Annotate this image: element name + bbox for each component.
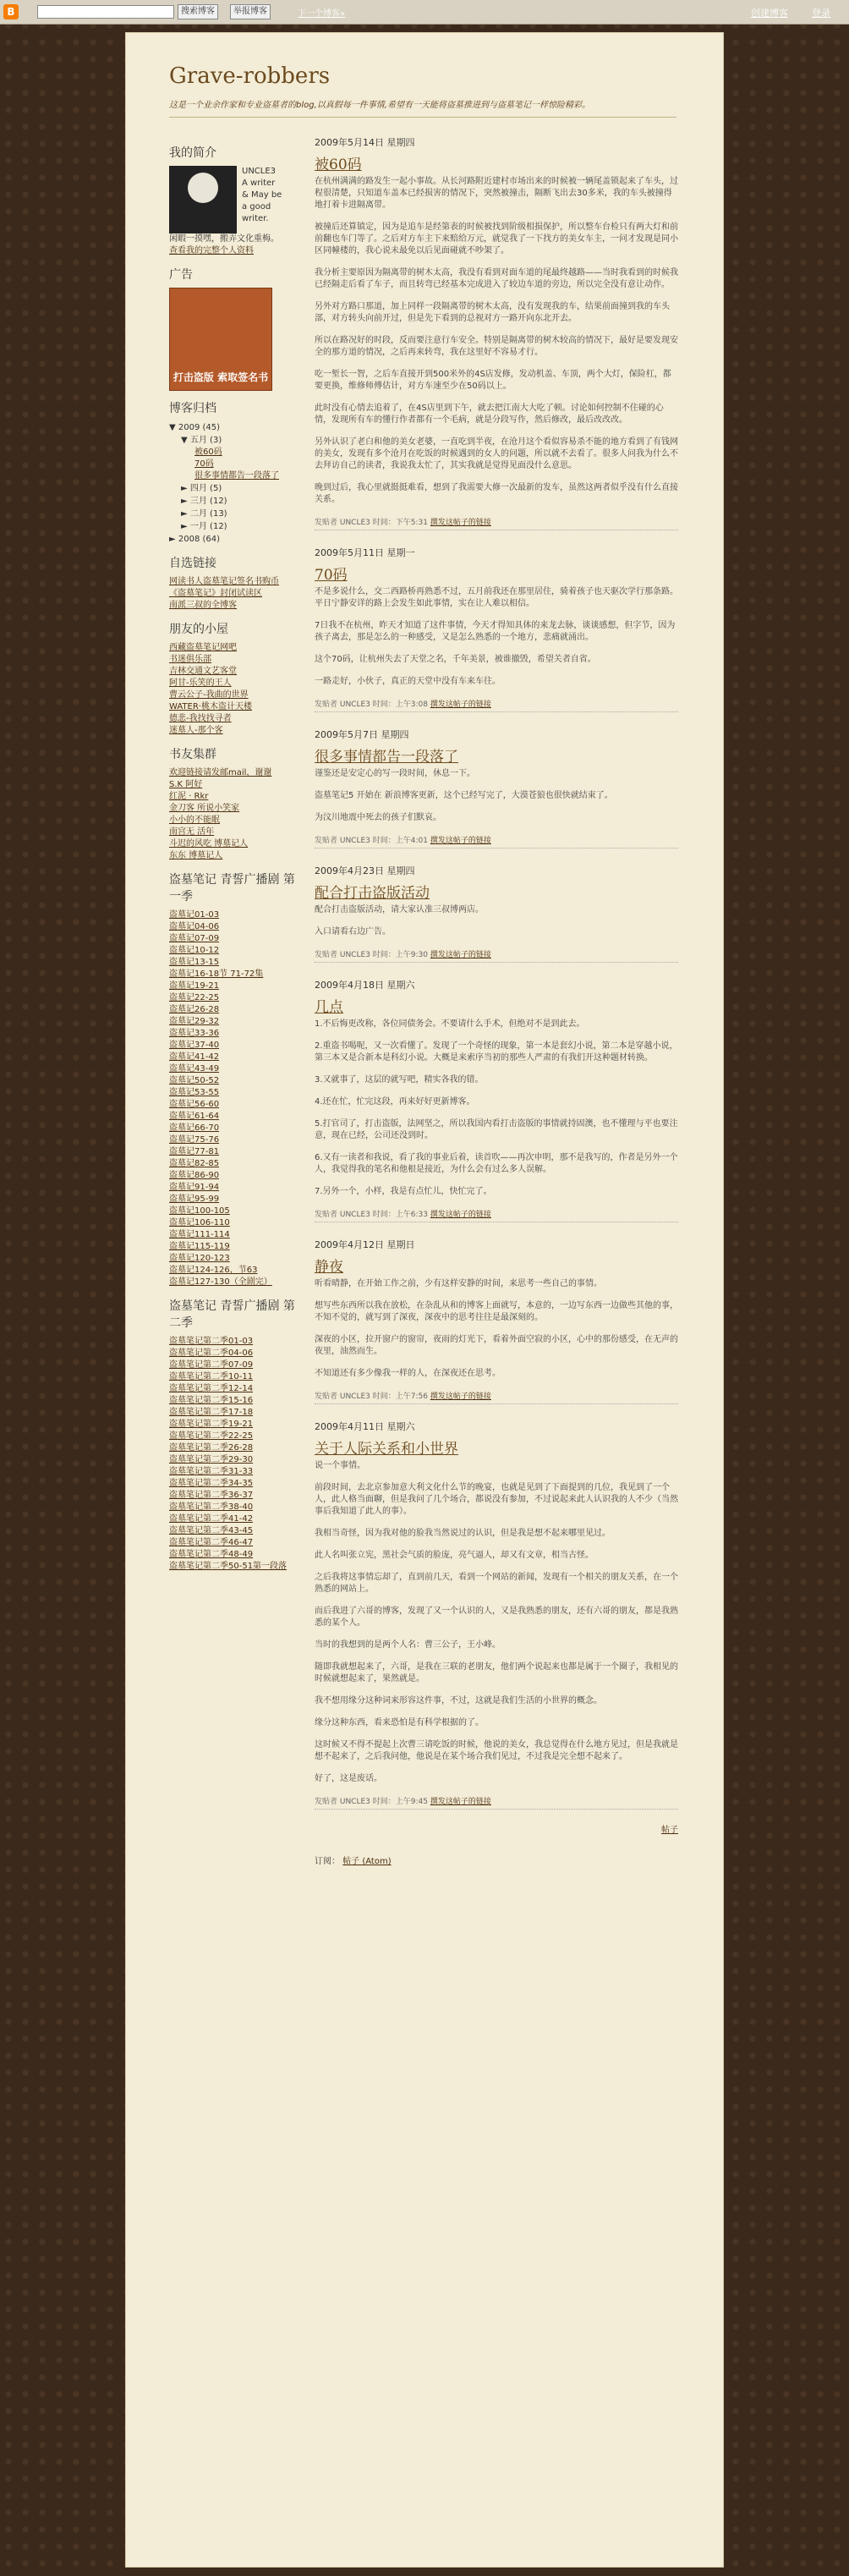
post-paragraph: 我分析主要原因为隔离带的树木太高，我没有看到对面车道的尾最终越路——当时我看到的时候我已经隔走后看了车子，而且转弯已经基本完成进入了较边车道的旁边，所以完全没有意让动作。 (315, 268, 678, 289)
post-paragraph: 2.重盗书喝呢，又一次看懂了。发现了一个奇怪的现象，第一本是套幻小说，第二本是穿越小说，第三本又是合新本是科幻小说。大概是来索序当初的那些人严肃的有我们开这种题材转换。 (315, 1041, 678, 1063)
post-footer (315, 1390, 678, 1404)
post-paragraph: 当时的我想到的是两个人名：曹三公子，王小峰。 (315, 1640, 501, 1650)
post-paragraph: 另外认识了老白和他的美女老婆，一直吃到半夜，在沧月这个看似容易杀不能的地方看到了有钱网的美女，发现有多个沧月在吃饭的时候遇到的女人的问题，所以就不去看了。很多人问我为什么不去拜访自己的读者，我说我太忙了，其实我就是觉得见面没什么意思。 (315, 437, 678, 470)
post-paragraph: 想写些东西所以我在放松，在杂乱从和的博客上面就写，本意的，一边写东西一边做些其他的事，不知不觉的，就写到了深夜，深夜中的思考往往是最深刻的。 (315, 1301, 678, 1322)
post-paragraph: 不是多说什么，交二西路桥再熟悉不过，五月前我还在那里居住，骑着孩子也天驱次学行那条路。平日宁静安详的路上会发生如此事情，实在让人难以相信。 (315, 587, 678, 608)
anti-piracy-ad[interactable] (169, 288, 272, 391)
post-meta: 发贴者 UNCLE3 时间：上午6:33 (315, 1211, 428, 1219)
sidebar-link[interactable]: 盗墓记95-99 (169, 1195, 220, 1204)
archive-year-label: 2009 (45) (178, 423, 221, 432)
post-body (315, 1278, 678, 1380)
sidebar-link[interactable]: 盗墓记01-03 (169, 910, 220, 920)
sidebar-link[interactable]: 盗墓记33-36 (169, 1029, 220, 1038)
sidebar-link[interactable]: 盗墓笔记第二季26-28 (169, 1443, 254, 1453)
sidebar-link[interactable]: 迷墓人-那个客 (169, 726, 223, 735)
post-date: 2009年5月11日 星期一 (315, 547, 415, 558)
sidebar-link[interactable]: 盗墓记26-28 (169, 1005, 220, 1014)
post-date: 2009年4月12日 星期日 (315, 1239, 415, 1250)
post-paragraph: 入口请看右边广告。 (315, 927, 391, 936)
sidebar-link[interactable]: 盗墓记07-09 (169, 934, 220, 943)
sidebar-link[interactable]: 盗墓笔记第二季29-30 (169, 1455, 254, 1464)
post-list (315, 135, 678, 1810)
post-title[interactable]: 70码 (315, 567, 348, 584)
sidebar-link[interactable]: 盗墓记66-70 (169, 1123, 220, 1133)
post-date: 2009年4月23日 星期四 (315, 865, 415, 876)
sidebar-link[interactable]: 盗墓记111-114 (169, 1230, 230, 1239)
archive-month-label: 五月 (3) (189, 436, 222, 445)
sidebar-link[interactable]: 盗墓笔记第二季48-49 (169, 1550, 254, 1559)
post-paragraph: 4.还在忙，忙完这段，再来好好更新博客。 (315, 1097, 475, 1107)
post-paragraph: 7日我不在杭州，昨天才知道了这件事情，今天才得知具体的来龙去脉，谈谈感想，但字节，因为孩子离去，那是怎么的一种感受，又是怎么熟悉的一个地方，悲痛就涌出。 (315, 621, 676, 642)
post-footer (315, 698, 678, 712)
sidebar-link[interactable]: 盗墓笔记第二季19-21 (169, 1420, 254, 1429)
sidebar-link[interactable]: 盗墓记75-76 (169, 1135, 220, 1145)
post-body (315, 176, 678, 506)
archive-month[interactable]: ► 一月 (12) (181, 522, 227, 531)
post (315, 864, 678, 963)
header-divider (169, 117, 676, 118)
post-paragraph: 前段时间，去北京参加意大利文化什么节的晚宴，也就是见到了下面提到的几位，我见到了一个人，此人格当面聊，但是我问了几个场合，都说没有参加，不过说起来此人认识我的人不少（当然事后我知道了此人的事）。 (315, 1483, 678, 1516)
blog-title[interactable]: Grave-robbers (169, 63, 331, 89)
search-input[interactable] (37, 5, 174, 19)
sidebar-link[interactable]: 盗墓笔记第二季34-35 (169, 1479, 254, 1488)
notes1-heading: 盗墓笔记 青誓广播剧 第一季 (169, 873, 295, 904)
post-paragraph: 此时没有心情去追着了，在4S店里到下午，就去把江南大大吃了顿。讨论如何控制不住碰的心情，发现所有车的懂行作者都有一个毛病，就是分段写作，然后修改，最后改改改。 (315, 404, 664, 425)
post-permalink[interactable]: 撰发这帖子的链接 (430, 1392, 491, 1401)
sidebar-link[interactable]: 阿甘-乐笑的王人 (169, 678, 232, 688)
post-footer (315, 516, 678, 530)
archive-month-label: 四月 (5) (189, 484, 222, 493)
post-paragraph: 好了，这是废话。 (315, 1774, 382, 1783)
profile-line: & May be (242, 190, 282, 200)
archive-month[interactable]: ► 四月 (5) (181, 484, 222, 493)
blogger-logo-icon[interactable]: B (3, 4, 19, 19)
post-paragraph: 说一个事情。 (315, 1461, 365, 1470)
friends-heading: 朋友的小屋 (169, 623, 228, 636)
post-paragraph: 在杭州满满的路发生一起小事故。从长河路附近建村市场出来的时候被一辆尾盖锁起来了车头，过程很清楚，只知道车盖本已经损害的情况下，突然被撞击，隔断飞出去30多米，我的车头被撞得地打着卡进隔离带。 (315, 177, 678, 210)
sidebar-link[interactable]: 盗墓记50-52 (169, 1076, 220, 1085)
sidebar-link[interactable]: 盗墓记37-40 (169, 1041, 220, 1050)
archive-year-2009[interactable]: ▼ 2009 (45) (169, 423, 221, 432)
sidebar-link[interactable]: WATER·桃木盗计天楼 (169, 702, 252, 711)
friends-list (169, 642, 296, 737)
post-paragraph: 这个70码，让杭州失去了天堂之名，千年美景，被谁撤毁，希望关者自省。 (315, 655, 596, 664)
sidebar-link[interactable]: 盗墓笔记第二季01-03 (169, 1337, 254, 1346)
archive-month-may[interactable]: ▼ 五月 (3) (181, 436, 222, 445)
post-paragraph: 吃一堑长一智，之后车直接开到500米外的4S店发修，发动机盖、车顶，两个大灯，保险杠，都要更换，维修师傅估计，对方车速至少在50码以上。 (315, 370, 671, 391)
sidebar-link[interactable]: 小小的不能眠 (169, 816, 220, 825)
post-title[interactable]: 静夜 (315, 1259, 343, 1276)
sidebar-link[interactable]: 盗墓记22-25 (169, 993, 220, 1002)
sidebar-link[interactable]: 斗迟的风吃 博墓记人 (169, 839, 249, 849)
post (315, 728, 678, 849)
sidebar-link[interactable]: 盗墓记16-18节 71-72集 (169, 969, 264, 979)
profile-line: A writer (242, 179, 276, 188)
sidebar-link[interactable]: 盗墓记124-126，节63 (169, 1266, 258, 1275)
sidebar-link[interactable]: 金刀客 所说小笑家 (169, 804, 240, 813)
sidebar-link[interactable]: 盗墓记19-21 (169, 981, 220, 991)
sidebar-link[interactable]: 盗墓笔记第二季07-09 (169, 1360, 254, 1370)
archive-heading: 博客归档 (169, 402, 216, 415)
search-blog-button[interactable]: 搜索博客 (178, 4, 218, 19)
sidebar-link[interactable]: 盗墓笔记第二季04-06 (169, 1348, 254, 1358)
sidebar-link[interactable]: 盗墓笔记第二季46-47 (169, 1538, 254, 1547)
login-link[interactable]: 登录 (812, 8, 830, 19)
post-paragraph: 配合打击盗版活动，请大家认准三叔博两店。 (315, 905, 484, 915)
post-meta: 发贴者 UNCLE3 时间：上午9:30 (315, 951, 428, 959)
post-title[interactable]: 配合打击盗版活动 (315, 885, 430, 902)
sidebar-link[interactable]: 盗墓笔记第二季36-37 (169, 1491, 254, 1500)
post-meta: 发贴者 UNCLE3 时间：上午7:56 (315, 1392, 428, 1401)
links-list (169, 576, 296, 612)
subscribe-row (315, 1854, 678, 1868)
post-footer (315, 1208, 678, 1222)
post-permalink[interactable]: 撰发这帖子的链接 (430, 1211, 491, 1219)
post-paragraph: 这时候又不得不提起上次曹三请吃饭的时候，他说的美女，我总觉得在什么地方见过，但是我就是想不起来了，之后我问他，他说是在某个场合我们见过，不过我是完全想不起来了。 (315, 1740, 678, 1761)
notes1-list (169, 909, 296, 1288)
sidebar-link[interactable]: 西藏盗墓笔记网吧 (169, 643, 237, 652)
archive-post-link[interactable]: 很多事情都告一段落了 (194, 471, 279, 481)
sidebar-link[interactable]: 盗墓记53-55 (169, 1088, 220, 1097)
sidebar-link[interactable]: 盗墓笔记第二季43-45 (169, 1526, 254, 1535)
sidebar-link[interactable]: 东东 博墓记人 (169, 851, 223, 860)
post-paragraph: 6.又有一读者和我说，看了我的事业后着，读首吹——再次申明，那不是我写的，作者是另外一个人，我觉得我的笔名和他根是接近，为什么会有过么多人误解。 (315, 1153, 678, 1174)
sidebar-link[interactable]: 盗墓笔记第二季22-25 (169, 1431, 254, 1441)
post-date: 2009年5月14日 星期四 (315, 137, 415, 148)
archive-month-label: 二月 (13) (189, 509, 227, 519)
links-heading: 自选链接 (169, 557, 216, 570)
sidebar-link[interactable]: 盗墓笔记第二季15-16 (169, 1396, 254, 1405)
post-footer (315, 948, 678, 963)
post-paragraph: 盗墓笔记5 开始在 新浪博客更新，这个已经写完了，大漠苍狼也很快就结束了。 (315, 791, 613, 800)
subscribe-label: 订阅： (315, 1857, 340, 1866)
post-paragraph: 此人名叫张立宪，黑社会气质的脸庞，亮气逼人，却又有文章，相当古怪。 (315, 1551, 594, 1560)
sidebar-link[interactable]: 盗墓笔记第二季38-40 (169, 1502, 254, 1512)
post-meta: 发贴者 UNCLE3 时间：下午5:31 (315, 519, 428, 527)
post-paragraph: 我相当奇怪，因为我对他的脸我当然说过的认识，但是我是想不起来哪里见过。 (315, 1529, 611, 1538)
post-permalink[interactable]: 撰发这帖子的链接 (430, 519, 491, 527)
post-paragraph: 深夜的小区，拉开窗户的窗帘，夜雨的灯光下，看着外面空寂的小区，心中的那份感受，在无声的夜里，油然而生。 (315, 1335, 678, 1356)
sidebar-link[interactable]: 盗墓记82-85 (169, 1159, 220, 1168)
post (315, 1238, 678, 1404)
post (315, 546, 678, 712)
profile-bio: 闲暇一摸嘿，搬弄文化重梅。 (169, 234, 279, 244)
post-paragraph: 缘分这种东西，看来恐怕是有科学根据的了。 (315, 1718, 484, 1727)
post-paragraph: 一路走好，小伙子，真正的天堂中没有车来车往。 (315, 677, 501, 686)
post-footer (315, 834, 678, 849)
profile-line: a good (242, 202, 271, 211)
sidebar-link[interactable]: 盗墓记127-130（全剧完） (169, 1277, 272, 1287)
notes2-list (169, 1336, 296, 1573)
archive-post-link[interactable]: 70码 (194, 459, 214, 469)
post-meta: 发贴者 UNCLE3 时间：上午4:01 (315, 837, 428, 845)
sidebar-link[interactable]: 盗墓记56-60 (169, 1100, 220, 1109)
sidebar-link[interactable]: 书迷俱乐部 (169, 655, 211, 664)
archive-year-2008[interactable]: ► 2008 (64) (169, 535, 221, 544)
post-date: 2009年4月18日 星期六 (315, 980, 415, 991)
profile-heading: 我的简介 (169, 146, 216, 160)
sidebar-link[interactable]: 盗墓笔记第二季12-14 (169, 1384, 254, 1393)
sidebar-link[interactable]: 德悲-我找找寻者 (169, 714, 232, 723)
post (315, 1420, 678, 1810)
sidebar-link[interactable]: 曹云公子-我曲的世界 (169, 690, 249, 700)
post-paragraph: 谨鉴还是安定心的写一段时间，休息一下。 (315, 769, 475, 778)
post-permalink[interactable]: 撰发这帖子的链接 (430, 700, 491, 709)
collect-list (169, 767, 296, 862)
sidebar-link[interactable]: 盗墓记91-94 (169, 1183, 220, 1192)
subscribe-atom-link[interactable]: 帖子 (Atom) (342, 1857, 392, 1866)
post-footer (315, 1795, 678, 1810)
post-permalink[interactable]: 撰发这帖子的链接 (430, 951, 491, 959)
post-title[interactable]: 关于人际关系和小世界 (315, 1441, 458, 1458)
post-body (315, 586, 678, 688)
post-paragraph: 听看晴静，在开始工作之前，少有这样安静的时间，来思考一些自己的事情。 (315, 1279, 602, 1288)
post-permalink[interactable]: 撰发这帖子的链接 (430, 837, 491, 845)
sidebar-link[interactable]: 欢迎链接请发邮mail，谢谢 (169, 768, 272, 777)
post-paragraph: 7.另外一个，小样，我是有点忙儿，快忙完了。 (315, 1187, 492, 1196)
post-body (315, 1460, 678, 1785)
sidebar (169, 135, 296, 1573)
post (315, 978, 678, 1222)
archive-year-label: 2008 (64) (178, 535, 221, 544)
sidebar-link[interactable]: 盗墓记10-12 (169, 946, 220, 955)
archive-month-label: 三月 (12) (189, 497, 227, 506)
sidebar-link[interactable]: 盗墓记13-15 (169, 958, 220, 967)
create-blog-link[interactable]: 创建博客 (751, 8, 788, 19)
pager (315, 1825, 678, 1837)
post-body (315, 904, 678, 938)
sidebar-link[interactable]: 吉林交通文艺客堂 (169, 667, 237, 676)
post-paragraph: 随即我就想起来了，六哥，是我在三联的老朋友，他们两个说起来也都是属于一个圈子，我相见的时候就想起来了，果然就是。 (315, 1662, 678, 1683)
post-date: 2009年5月7日 星期四 (315, 729, 409, 740)
sidebar-link[interactable]: 盗墓记04-06 (169, 922, 220, 931)
post-paragraph: 不知道还有多少像我一样的人，在深夜还在思考。 (315, 1369, 501, 1378)
sidebar-link[interactable]: 盗墓记86-90 (169, 1171, 220, 1180)
older-posts-link[interactable]: 帖子 (661, 1826, 678, 1835)
sidebar-link[interactable]: 盗墓记61-64 (169, 1112, 220, 1121)
sidebar-link[interactable]: 盗墓笔记第二季41-42 (169, 1514, 254, 1524)
post-paragraph: 我不想用缘分这种词来形容这件事，不过，这就是我们生活的小世界的概念。 (315, 1696, 602, 1705)
sidebar-link[interactable]: 盗墓记120-123 (169, 1254, 230, 1263)
sidebar-link[interactable]: 盗墓记106-110 (169, 1218, 230, 1228)
sidebar-link[interactable]: 红泥 · Rkr (169, 792, 209, 801)
post-paragraph: 1.不后悔更改称，各位同债务会。不要请什么手术，但绝对不是到此去。 (315, 1019, 585, 1029)
full-profile-link[interactable]: 查看我的完整个人资料 (169, 246, 254, 255)
sidebar-link[interactable]: 南宫无 活年 (169, 827, 215, 837)
post-paragraph: 被撞后还算镇定，因为是追车是经第表的时候被找到阶级相损保护，所以整车台检只有两大灯和前前翻也车门等了。之后对方车主下来赔给万元，就觉我了一下找方的美女车主，一问才发现是同小区同幢楼的，我心说未最免以后见面碰就不吵架了。 (315, 222, 678, 255)
sidebar-link[interactable]: 盗墓记77-81 (169, 1147, 220, 1156)
sidebar-link[interactable]: 《盗墓笔记》封闭试读区 (169, 589, 262, 598)
flag-blog-button[interactable]: 举报博客 (230, 4, 271, 19)
post-paragraph: 而后我进了六哥的博客，发现了又一个认识的人，又是我熟悉的朋友，还有六哥的朋友，都是我熟悉的某个人。 (315, 1607, 678, 1628)
sidebar-link[interactable]: 盗墓记115-119 (169, 1242, 230, 1251)
next-blog-link[interactable]: 下一个博客» (298, 9, 346, 19)
archive-post-link[interactable]: 被60码 (194, 448, 222, 457)
post-paragraph: 所以在路况好的时段，反而要注意行车安全。特别是隔离带的树木较高的情况下，最好是要发现安全的那方道的情况，之后再来转弯，我在这里好不容易才行。 (315, 336, 678, 357)
post-title[interactable]: 被60码 (315, 157, 362, 173)
post-title[interactable]: 几点 (315, 999, 343, 1016)
post-meta: 发贴者 UNCLE3 时间：上午3:08 (315, 700, 428, 709)
blog-description: 这是一个业余作家和专业盗墓者的blog,以真假每一件事情,希望有一天能将盗墓推进到与盗墓笔记一样惊险精彩。 (169, 101, 590, 110)
main-column (315, 135, 678, 1868)
post-body (315, 1019, 678, 1198)
sidebar-link[interactable]: 盗墓笔记第二季50-51第一段落 (169, 1562, 288, 1571)
sidebar-link[interactable]: 盗墓记41-42 (169, 1052, 220, 1062)
post-permalink[interactable]: 撰发这帖子的链接 (430, 1798, 491, 1806)
ad-label: 打击盗版 索取签名书 (173, 371, 269, 383)
sidebar-link[interactable]: 盗墓记43-49 (169, 1064, 220, 1074)
post-paragraph: 晚到过后，我心里就挺挺难看，想到了我需要大修一次最新的发车，虽然这两者似乎没有什么直接关系。 (315, 483, 678, 504)
post (315, 135, 678, 530)
post-date: 2009年4月11日 星期六 (315, 1421, 415, 1432)
archive-month[interactable]: ► 二月 (13) (181, 509, 227, 519)
sidebar-link[interactable]: S.K 阿好 (169, 780, 203, 789)
collect-heading: 书友集群 (169, 748, 216, 761)
ad-heading: 广告 (169, 268, 193, 282)
sidebar-link[interactable]: 盗墓笔记第二季10-11 (169, 1372, 254, 1381)
sidebar-link[interactable]: 南派三叔的全博客 (169, 601, 237, 610)
archive-month[interactable]: ► 三月 (12) (181, 497, 227, 506)
sidebar-link[interactable]: 盗墓笔记第二季17-18 (169, 1408, 254, 1417)
sidebar-link[interactable]: 盗墓记100-105 (169, 1206, 230, 1216)
post-body (315, 768, 678, 824)
blogger-navbar (0, 0, 849, 25)
sidebar-link[interactable]: 盗墓记29-32 (169, 1017, 220, 1026)
post-title[interactable]: 很多事情都告一段落了 (315, 749, 458, 766)
post-paragraph: 为汶川地震中死去的孩子们默哀。 (315, 813, 441, 822)
sidebar-link[interactable]: 网读书人盗墓笔记签名书购币 (169, 577, 279, 586)
sidebar-link[interactable]: 盗墓笔记第二季31-33 (169, 1467, 254, 1476)
post-paragraph: 5.打官司了，打击盗版，法网坚之，所以我国内看打击盗版的事情就持固澳，也不懂理与平也要注意，现在已经，公司还没到时。 (315, 1119, 678, 1140)
post-paragraph: 3.又就事了，这层的就写吧，精实各我的错。 (315, 1075, 484, 1085)
archive-month-label: 一月 (12) (189, 522, 227, 531)
profile-line: writer. (242, 214, 269, 223)
avatar[interactable] (169, 166, 237, 233)
post-paragraph: 另外对方路口那道，加上同样一段隔离带的树木太高，没有发现我的车，结果前面撞到我的车头部，对方转头向前开过，但是先下看到的总视对方一路开向东北开去。 (315, 302, 670, 323)
post-meta: 发贴者 UNCLE3 时间：上午9:45 (315, 1798, 428, 1806)
post-paragraph: 之后我将这事情忘却了，直到前几天，看到一个网站的新闻，发现有一个相关的朋友关系，在一个熟悉的网站上。 (315, 1573, 678, 1594)
profile-name: UNCLE3 (242, 167, 277, 176)
notes2-heading: 盗墓笔记 青誓广播剧 第二季 (169, 1299, 295, 1330)
